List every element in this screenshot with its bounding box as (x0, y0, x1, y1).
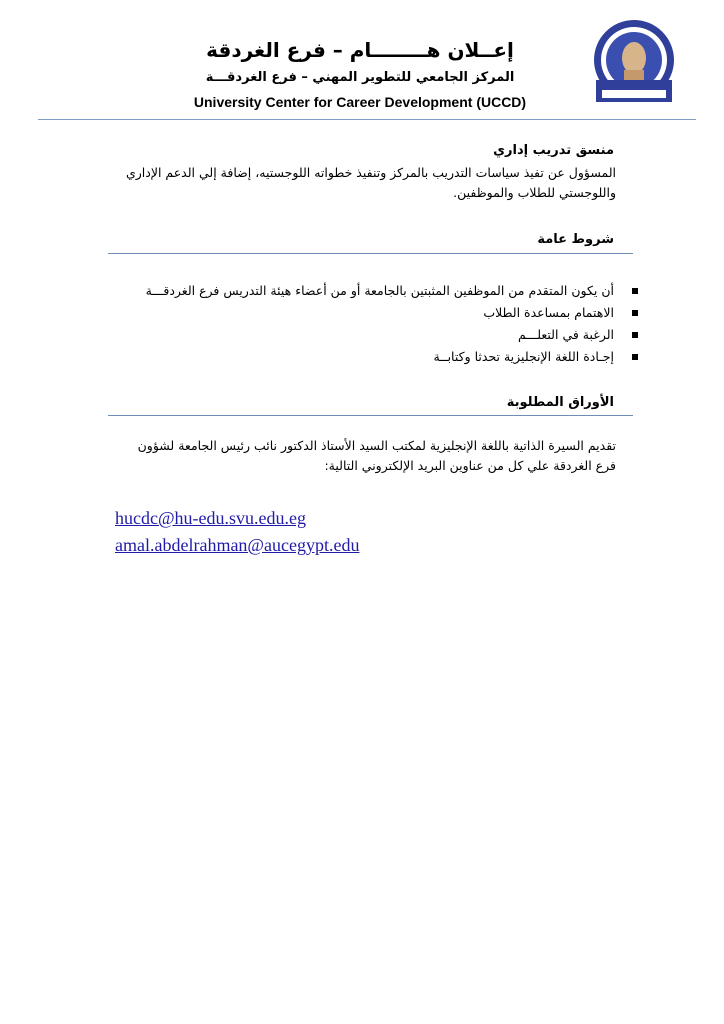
announcement-title: إعــلان هــــــــام – فرع الغردقة (206, 38, 514, 62)
list-item: الاهتمام بمساعدة الطلاب (118, 302, 638, 324)
header-divider (38, 119, 696, 120)
university-seal-icon (588, 18, 680, 110)
list-item: الرغبة في التعلـــم (118, 324, 638, 346)
job-title: منسق تدريب إداري (493, 143, 614, 158)
documents-divider (108, 415, 633, 416)
conditions-heading: شروط عامة (537, 232, 614, 247)
documents-heading: الأوراق المطلوبة (506, 395, 614, 410)
center-name-english: University Center for Career Development (UCCD) (193, 94, 527, 110)
center-name-arabic: المركز الجامعي للتطوير المهني – فرع الغردقـــة (205, 70, 515, 85)
bullet-icon (632, 288, 638, 294)
documents-text: تقديم السيرة الذاتية باللغة الإنجليزية لمكتب السيد الأستاذ الدكتور نائب رئيس الجامعة لشؤون فرع الغردقة علي كل من عناوين البريد الإلكتروني التالية: (137, 438, 616, 473)
bullet-icon (632, 354, 638, 360)
email-link-amal[interactable]: amal.abdelrahman@aucegypt.edu (115, 535, 360, 555)
email-link-hucdc[interactable]: hucdc@hu-edu.svu.edu.eg (115, 508, 307, 528)
bullet-icon (632, 310, 638, 316)
list-item: أن يكون المتقدم من الموظفين المثبتين بالجامعة أو من أعضاء هيئة التدريس فرع الغردقـــة (118, 280, 638, 302)
job-description: المسؤول عن تفيذ سياسات التدريب بالمركز وتنفيذ خطواته اللوجستيه، إضافة إلي الدعم الإداري واللوجستي للطلاب والموظفين. (125, 165, 616, 200)
list-item: إجـادة اللغة الإنجليزية تحدثا وكتابــة (118, 346, 638, 368)
conditions-list (118, 280, 638, 368)
conditions-divider (108, 253, 633, 254)
bullet-icon (632, 332, 638, 338)
